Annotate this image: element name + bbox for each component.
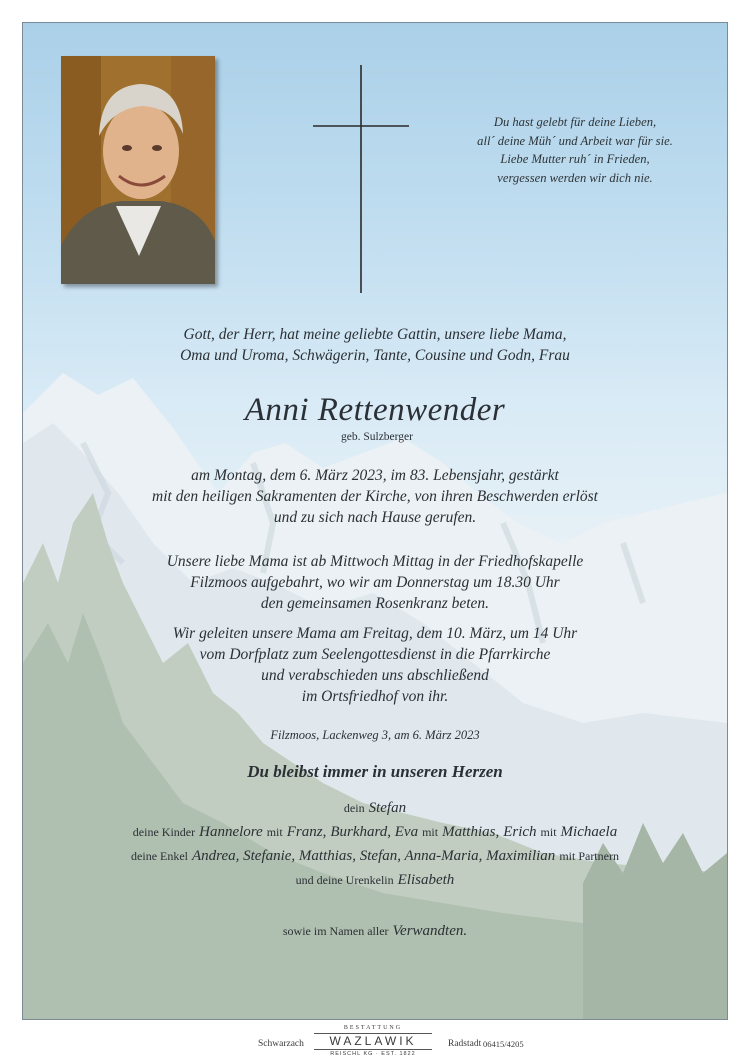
child-with: mit (540, 825, 557, 839)
logo-name: WAZLAWIK (329, 1034, 417, 1048)
memorial-motto: Du bleibst immer in unseren Herzen (247, 762, 503, 781)
death-line: und zu sich nach Hause gerufen. (273, 509, 477, 526)
logo-bottom-text: REISCHL KG · EST. 1822 (330, 1051, 416, 1057)
children-line (23, 820, 727, 844)
intro-line: Oma und Uroma, Schwägerin, Tante, Cousine und Godn, Frau (180, 347, 570, 364)
footer (0, 1020, 750, 1060)
intro-text (23, 324, 727, 366)
obituary-card (22, 22, 728, 1020)
great-grandchild-line (23, 868, 727, 892)
funeral-notice (23, 623, 727, 707)
great-grandchild-prefix: und deine Urenkelin (295, 873, 394, 887)
closing-word: Verwandten. (392, 923, 468, 939)
cross-icon (313, 65, 409, 293)
child-with: mit (422, 825, 439, 839)
children-prefix: deine Kinder (132, 825, 196, 839)
death-announcement (23, 465, 727, 528)
child-name: Hannelore (199, 824, 263, 840)
intro-line: Gott, der Herr, hat meine geliebte Gattin, unsere liebe Mama, (183, 326, 567, 343)
memorial-poem (425, 113, 725, 187)
great-grandchild-name: Elisabeth (397, 872, 455, 888)
closing-line (23, 921, 727, 941)
funeral-line: Wir geleiten unsere Mama am Freitag, dem 10. März, um 14 Uhr (172, 625, 578, 642)
grandchildren-names: Andrea, Stefanie, Matthias, Stefan, Anna-Maria, Maximilian (192, 848, 556, 864)
child-name: Erich (503, 824, 537, 840)
wake-line: Unsere liebe Mama ist ab Mittwoch Mittag in der Friedhofskapelle (166, 553, 584, 570)
portrait-image (61, 56, 215, 284)
funeral-line: vom Dorfplatz zum Seelengottesdienst in die Pfarrkirche (199, 646, 551, 663)
husband-name: Stefan (368, 800, 407, 816)
logo-divider (314, 1049, 432, 1050)
grandchildren-suffix: mit Partnern (559, 849, 619, 863)
grandchildren-prefix: deine Enkel (131, 849, 189, 863)
place-date: Filzmoos, Lackenweg 3, am 6. März 2023 (270, 728, 480, 742)
husband-prefix: dein (343, 801, 365, 815)
birth-name: geb. Sulzberger (341, 431, 413, 443)
death-line: am Montag, dem 6. März 2023, im 83. Lebensjahr, gestärkt (191, 467, 559, 484)
poem-line: Du hast gelebt für deine Lieben, (493, 115, 657, 129)
wake-line: den gemeinsamen Rosenkranz beten. (260, 595, 490, 612)
wake-line: Filzmoos aufgebahrt, wo wir am Donnerstag um 18.30 Uhr (190, 574, 560, 591)
child-partner: Michaela (560, 824, 618, 840)
deceased-name: Anni Rettenwender (244, 392, 506, 428)
husband-line (23, 796, 727, 820)
footer-phone: 06415/4205 (483, 1039, 524, 1049)
poem-line: vergessen werden wir dich nie. (497, 170, 653, 185)
grandchildren-line (23, 844, 727, 868)
footer-location-left: Schwarzach (258, 1039, 304, 1049)
poem-line: Liebe Mutter ruh´ in Frieden, (500, 152, 650, 167)
funeral-line: im Ortsfriedhof von ihr. (301, 688, 449, 705)
funeral-home-logo (310, 1024, 436, 1058)
poem-line: all´ deine Müh´ und Arbeit war für sie. (477, 133, 673, 148)
mourners-list (23, 796, 727, 892)
child-partner: Matthias, (442, 824, 500, 840)
funeral-line: und verabschieden uns abschließend (261, 667, 489, 684)
child-name: Burkhard, Eva (330, 824, 419, 840)
child-with: mit (266, 825, 283, 839)
wake-notice (23, 551, 727, 614)
death-line: mit den heiligen Sakramenten der Kirche, von ihren Beschwerden erlöst (152, 488, 598, 505)
portrait-photo (61, 56, 215, 284)
closing-prefix: sowie im Namen aller (282, 924, 389, 938)
child-partner: Franz, (286, 824, 327, 840)
logo-top-text: BESTATTUNG (343, 1025, 403, 1031)
footer-location-right: Radstadt (448, 1039, 482, 1049)
